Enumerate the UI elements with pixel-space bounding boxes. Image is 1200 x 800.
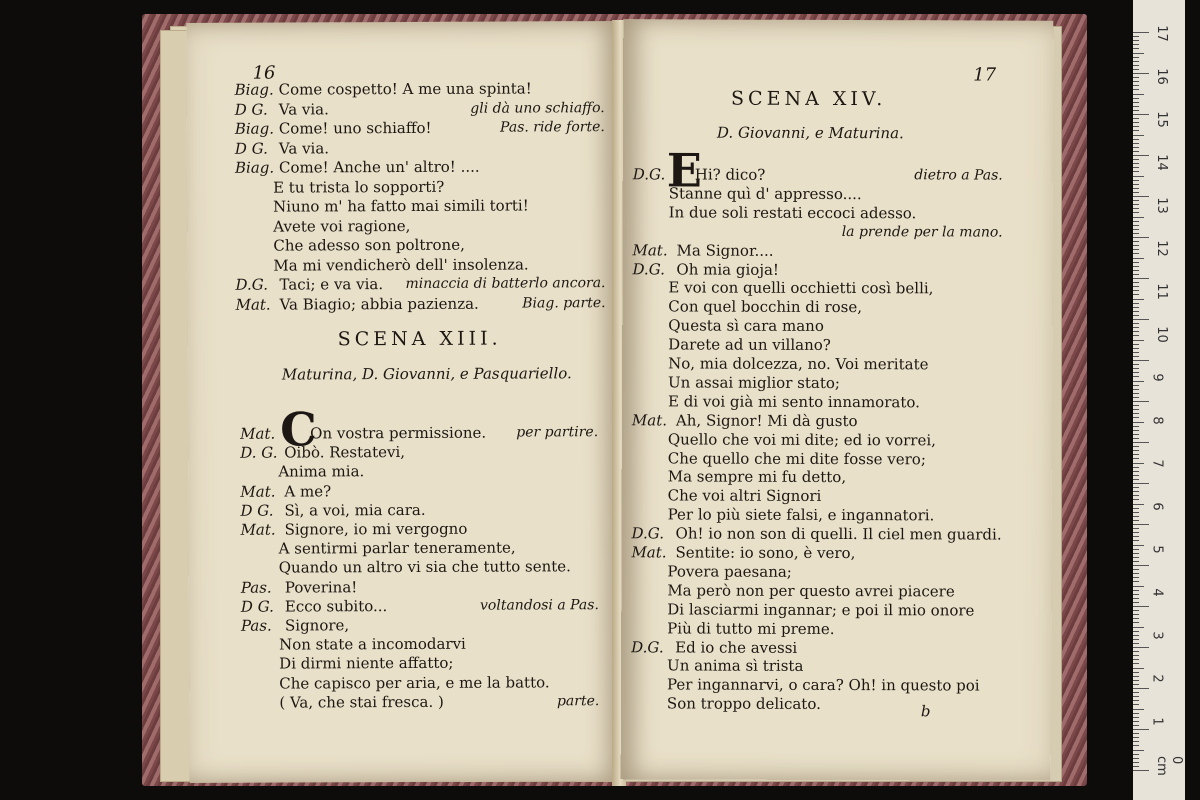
ruler-tick xyxy=(1133,85,1139,86)
ruler-tick xyxy=(1133,676,1139,677)
ruler-number: 2 xyxy=(1149,674,1165,683)
right-page xyxy=(621,19,1054,780)
ruler-tick xyxy=(1133,262,1139,263)
ruler-tick xyxy=(1133,77,1139,78)
stage-direction: gli dà uno schiaffo. xyxy=(470,99,605,117)
ruler-tick xyxy=(1133,573,1139,574)
ruler-tick xyxy=(1133,483,1149,484)
ruler-tick xyxy=(1133,118,1139,119)
verse-line: Poverina! xyxy=(284,577,358,597)
ruler-tick xyxy=(1133,713,1139,714)
ruler-tick xyxy=(1133,479,1139,480)
ruler-tick xyxy=(1133,717,1139,718)
verse-line: Va Biagio; abbia pazienza. xyxy=(279,294,479,314)
ruler-tick xyxy=(1133,36,1139,37)
ruler-tick xyxy=(1133,618,1139,619)
ruler-number: 12 xyxy=(1153,240,1169,257)
ruler-number: 4 xyxy=(1149,588,1165,597)
ruler-tick xyxy=(1133,139,1139,140)
stage-direction: minaccia di batterlo ancora. xyxy=(405,275,606,292)
ruler-tick xyxy=(1133,241,1139,242)
ruler-number: 8 xyxy=(1149,416,1165,425)
ruler-tick xyxy=(1133,528,1139,529)
speaker-label: Mat. xyxy=(631,543,667,562)
ruler-tick xyxy=(1133,143,1139,144)
ruler-tick xyxy=(1133,680,1139,681)
ruler-tick xyxy=(1133,180,1139,181)
ruler-tick xyxy=(1133,561,1139,562)
ruler-tick xyxy=(1133,167,1139,168)
scene-persons-xiii: Maturina, D. Giovanni, e Pasquariello. xyxy=(281,364,572,384)
left-page xyxy=(186,21,621,783)
ruler-tick xyxy=(1133,614,1139,615)
ruler-tick xyxy=(1133,405,1139,406)
ruler-tick xyxy=(1133,57,1139,58)
verse-line: Sentite: io sono, è vero, xyxy=(675,543,856,563)
ruler-tick xyxy=(1133,741,1139,742)
ruler-tick xyxy=(1133,590,1139,591)
ruler-tick xyxy=(1133,147,1139,148)
ruler-tick xyxy=(1133,565,1149,566)
ruler-number: 17 xyxy=(1153,25,1169,42)
ruler-tick xyxy=(1133,48,1139,49)
ruler-tick xyxy=(1133,311,1139,312)
ruler-tick xyxy=(1133,294,1139,295)
speaker-label: Biag. xyxy=(234,119,274,138)
ruler-tick xyxy=(1133,487,1139,488)
speaker-label: D.G. xyxy=(631,637,664,656)
dropcap-c: C xyxy=(280,402,317,457)
ruler-tick xyxy=(1133,73,1149,74)
ruler-tick xyxy=(1133,225,1139,226)
ruler-tick xyxy=(1133,274,1139,275)
ruler-tick xyxy=(1133,532,1139,533)
verse-line: E tu trista lo sopporti? xyxy=(273,177,445,197)
speaker-label: D.G. xyxy=(631,524,665,543)
verse-line: On vostra permissione. xyxy=(310,423,487,443)
ruler-tick xyxy=(1133,438,1139,439)
ruler-tick xyxy=(1133,631,1139,632)
ruler-tick xyxy=(1133,356,1139,357)
ruler-tick xyxy=(1133,458,1139,459)
speaker-label: Mat. xyxy=(240,520,276,539)
verse-line: Ma Signor.... xyxy=(676,241,774,260)
ruler-tick xyxy=(1133,586,1144,587)
speaker-label: D.G. xyxy=(632,165,666,184)
ruler-tick xyxy=(1133,381,1144,382)
ruler-tick xyxy=(1133,540,1139,541)
ruler-tick xyxy=(1133,323,1139,324)
ruler-tick xyxy=(1133,360,1149,361)
verse-line: Questa sì cara mano xyxy=(668,316,824,336)
ruler-tick xyxy=(1133,340,1144,341)
speaker-label: D G. xyxy=(234,100,268,119)
speaker-label: Pas. xyxy=(240,578,272,597)
ruler-tick xyxy=(1133,126,1139,127)
verse-line: Ma però non per questo avrei piacere xyxy=(667,581,955,601)
ruler-tick xyxy=(1133,53,1144,54)
ruler-tick xyxy=(1133,467,1139,468)
verse-line: Ma sempre mi fu detto, xyxy=(667,467,847,487)
ruler-number: 9 xyxy=(1149,373,1165,382)
ruler-tick xyxy=(1133,581,1139,582)
page-number-left: 16 xyxy=(252,62,276,84)
ruler-tick xyxy=(1133,635,1139,636)
ruler-tick xyxy=(1133,737,1139,738)
ruler-tick xyxy=(1133,610,1139,611)
ruler-tick xyxy=(1133,770,1149,771)
verse-line: Che voi altri Signori xyxy=(667,486,822,506)
ruler-tick xyxy=(1133,208,1139,209)
ruler-number: 15 xyxy=(1153,111,1169,128)
ruler-tick xyxy=(1133,204,1139,205)
verse-line: Quello che voi mi dite; ed io vorrei, xyxy=(667,430,936,449)
ruler-tick xyxy=(1133,729,1149,730)
speaker-label: D G. xyxy=(234,139,268,158)
ruler-tick xyxy=(1133,700,1139,701)
stage-direction: la prende per la mano. xyxy=(841,223,1003,241)
stage-direction: parte. xyxy=(556,692,600,710)
verse-line: Di dirmi niente affatto; xyxy=(279,654,454,673)
scene-persons-xiv: D. Giovanni, e Maturina. xyxy=(716,123,904,143)
ruler-tick xyxy=(1133,426,1139,427)
verse-line: Taci; e va via. xyxy=(279,275,384,294)
verse-line: Anima mia. xyxy=(278,462,365,481)
verse-line: Che adesso son poltrone, xyxy=(273,235,465,255)
ruler-tick xyxy=(1133,110,1139,111)
ruler-tick xyxy=(1133,171,1139,172)
ruler-tick xyxy=(1133,750,1144,751)
ruler-tick xyxy=(1133,229,1139,230)
ruler-tick xyxy=(1133,446,1139,447)
ruler-tick xyxy=(1133,315,1139,316)
verse-line: Va via. xyxy=(278,99,329,119)
verse-line: Hi? dico? xyxy=(694,165,766,184)
verse-line: Oibò. Restatevi, xyxy=(284,443,406,462)
ruler-tick xyxy=(1133,290,1139,291)
ruler-tick xyxy=(1133,704,1139,705)
ruler-tick xyxy=(1133,594,1139,595)
ruler-tick xyxy=(1133,758,1139,759)
ruler-tick xyxy=(1133,622,1139,623)
ruler-tick xyxy=(1133,114,1149,115)
ruler-tick xyxy=(1133,89,1139,90)
ruler-tick xyxy=(1133,417,1139,418)
ruler-tick xyxy=(1133,409,1139,410)
ruler-tick xyxy=(1133,491,1139,492)
ruler-tick xyxy=(1133,434,1139,435)
verse-line: Non state a incomodarvi xyxy=(279,634,466,654)
ruler-tick xyxy=(1133,65,1139,66)
speaker-label: Mat. xyxy=(240,424,276,443)
ruler-number: 11 xyxy=(1153,283,1169,300)
verse-line: A me? xyxy=(284,481,332,501)
ruler-tick xyxy=(1133,454,1139,455)
ruler-tick xyxy=(1133,504,1144,505)
ruler-tick xyxy=(1133,627,1144,628)
ruler-tick xyxy=(1133,549,1139,550)
verse-line: Come cospetto! A me una spinta! xyxy=(278,79,532,99)
ruler-tick xyxy=(1133,163,1139,164)
verse-line: Son troppo delicato. xyxy=(666,694,821,714)
dropcap-e: E xyxy=(666,143,702,198)
ruler-tick xyxy=(1133,233,1139,234)
ruler-tick xyxy=(1133,401,1149,402)
verse-line: Stanne quì d' appresso.... xyxy=(668,184,862,203)
ruler-number: 5 xyxy=(1149,545,1165,554)
ruler-tick xyxy=(1133,196,1149,197)
verse-line: Povera paesana; xyxy=(667,562,792,581)
measuring-ruler xyxy=(1133,0,1185,800)
signature-mark: b xyxy=(920,702,931,721)
ruler-tick xyxy=(1133,692,1139,693)
stage-direction: dietro a Pas. xyxy=(914,167,1003,184)
ruler-tick xyxy=(1133,237,1149,238)
ruler-tick xyxy=(1133,253,1139,254)
ruler-tick xyxy=(1133,344,1139,345)
ruler-number: 13 xyxy=(1153,197,1169,214)
ruler-tick xyxy=(1133,508,1139,509)
ruler-tick xyxy=(1133,536,1139,537)
scene-heading-xiii: SCENA XIII. xyxy=(337,327,502,351)
ruler-tick xyxy=(1133,102,1139,103)
ruler-tick xyxy=(1133,352,1139,353)
ruler-tick xyxy=(1133,651,1139,652)
ruler-tick xyxy=(1133,659,1139,660)
ruler-tick xyxy=(1133,155,1149,156)
verse-line: Come! uno schiaffo! xyxy=(278,118,432,138)
ruler-tick xyxy=(1133,696,1139,697)
ruler-tick xyxy=(1133,495,1139,496)
verse-line: Oh mia gioja! xyxy=(676,259,780,279)
ruler-tick xyxy=(1133,303,1139,304)
ruler-tick xyxy=(1133,475,1139,476)
ruler-tick xyxy=(1133,725,1139,726)
ruler-tick xyxy=(1133,32,1149,33)
speaker-label: D G. xyxy=(240,501,274,520)
speaker-label: D.G. xyxy=(632,259,665,278)
ruler-tick xyxy=(1133,385,1139,386)
verse-line: In due soli restati eccoci adesso. xyxy=(668,203,917,223)
ruler-tick xyxy=(1133,733,1139,734)
verse-line: Avete voi ragione, xyxy=(273,216,411,236)
ruler-tick xyxy=(1133,606,1149,607)
ruler-tick xyxy=(1133,766,1139,767)
ruler-tick xyxy=(1133,397,1139,398)
ruler-tick xyxy=(1133,602,1139,603)
verse-line: Come! Anche un' altro! .... xyxy=(278,157,480,177)
stage-direction: voltandosi a Pas. xyxy=(479,596,599,614)
verse-line: Ma mi vendicherò dell' insolenza. xyxy=(273,254,529,275)
ruler-number: 10 xyxy=(1153,326,1169,343)
ruler-tick xyxy=(1133,200,1139,201)
verse-line: E di voi già mi sento innamorato. xyxy=(667,392,920,412)
ruler-tick xyxy=(1133,577,1139,578)
ruler-tick xyxy=(1133,192,1139,193)
ruler-tick xyxy=(1133,135,1144,136)
ruler-tick xyxy=(1133,762,1139,763)
ruler-tick xyxy=(1133,422,1144,423)
ruler-tick xyxy=(1133,258,1144,259)
ruler-tick xyxy=(1133,278,1149,279)
ruler-tick xyxy=(1133,745,1139,746)
ruler-tick xyxy=(1133,106,1139,107)
ruler-tick xyxy=(1133,331,1139,332)
speaker-label: D G. xyxy=(240,597,274,616)
verse-line: Sì, a voi, mia cara. xyxy=(284,500,426,520)
ruler-tick xyxy=(1133,557,1139,558)
verse-line: E voi con quelli occhietti così belli, xyxy=(668,278,934,298)
verse-line: Ed io che avessi xyxy=(675,637,798,657)
speaker-label: D.G. xyxy=(235,275,269,294)
ruler-tick xyxy=(1133,569,1139,570)
verse-line: Per ingannarvi, o cara? Oh! in questo poi xyxy=(666,675,980,695)
speaker-label: Mat. xyxy=(631,410,668,430)
ruler-tick xyxy=(1133,663,1139,664)
verse-line: Con quel bocchin di rose, xyxy=(668,297,863,317)
ruler-tick xyxy=(1133,249,1139,250)
stage-direction: per partire. xyxy=(516,424,599,441)
ruler-tick xyxy=(1133,176,1144,177)
ruler-tick xyxy=(1133,524,1149,525)
verse-line: Per lo più siete falsi, e ingannatori. xyxy=(667,505,935,525)
verse-line: Quando un altro vi sia che tutto sente. xyxy=(278,557,571,577)
ruler-tick xyxy=(1133,709,1144,710)
ruler-tick xyxy=(1133,151,1139,152)
ruler-tick xyxy=(1133,393,1139,394)
verse-line: Signore, io mi vergogno xyxy=(284,519,468,539)
ruler-tick xyxy=(1133,639,1139,640)
verse-line: Un anima sì trista xyxy=(667,656,804,676)
ruler-tick xyxy=(1133,389,1139,390)
ruler-tick xyxy=(1133,643,1139,644)
ruler-tick xyxy=(1133,516,1139,517)
verse-line: Va via. xyxy=(278,138,330,158)
ruler-number: 3 xyxy=(1149,631,1165,640)
ruler-tick xyxy=(1133,40,1139,41)
verse-line: Un assai miglior stato; xyxy=(668,373,840,392)
ruler-tick xyxy=(1133,655,1139,656)
ruler-tick xyxy=(1133,376,1139,377)
verse-line: Darete ad un villano? xyxy=(668,335,831,355)
speaker-label: Mat. xyxy=(235,295,271,314)
ruler-tick xyxy=(1133,327,1139,328)
ruler-tick xyxy=(1133,512,1139,513)
ruler-tick xyxy=(1133,61,1139,62)
ruler-tick xyxy=(1133,450,1139,451)
verse-line: Di lasciarmi ingannar; e poi il mio onore xyxy=(667,600,975,620)
ruler-tick xyxy=(1133,270,1139,271)
ruler-tick xyxy=(1133,282,1139,283)
ruler-tick xyxy=(1133,286,1139,287)
ruler-tick xyxy=(1133,122,1139,123)
ruler-tick xyxy=(1133,335,1139,336)
ruler-tick xyxy=(1133,499,1139,500)
ruler-tick xyxy=(1133,545,1144,546)
ruler-tick xyxy=(1133,372,1139,373)
verse-line: Niuno m' ha fatto mai simili torti! xyxy=(273,196,529,216)
ruler-number: 16 xyxy=(1153,68,1169,85)
verse-line: Ah, Signor! Mi dà gusto xyxy=(675,411,858,430)
ruler-tick xyxy=(1133,221,1139,222)
verse-line: Che capisco per aria, e me la batto. xyxy=(279,672,550,693)
verse-line: Ecco subito... xyxy=(284,596,388,616)
ruler-tick xyxy=(1133,188,1139,189)
speaker-label: D. G. xyxy=(240,443,278,462)
speaker-label: Biag. xyxy=(234,158,275,177)
ruler-tick xyxy=(1133,299,1144,300)
ruler-tick xyxy=(1133,721,1139,722)
ruler-tick xyxy=(1133,307,1139,308)
stage-direction: Pas. ride forte. xyxy=(500,119,605,136)
ruler-tick xyxy=(1133,245,1139,246)
page-number-right: 17 xyxy=(973,64,997,86)
ruler-number: 1 xyxy=(1149,717,1165,726)
speaker-label: Pas. xyxy=(240,616,272,635)
ruler-tick xyxy=(1133,368,1139,369)
verse-line: Che quello che mi dite fosse vero; xyxy=(667,448,926,468)
ruler-tick xyxy=(1133,266,1139,267)
verse-line: Oh! io non son di quelli. Il ciel men guardi. xyxy=(675,524,1002,544)
ruler-tick xyxy=(1133,212,1139,213)
ruler-tick xyxy=(1133,184,1139,185)
verse-line: Signore, xyxy=(284,616,350,635)
ruler-tick xyxy=(1133,348,1139,349)
ruler-tick xyxy=(1133,684,1139,685)
ruler-tick xyxy=(1133,364,1139,365)
verse-line: No, mia dolcezza, no. Voi meritate xyxy=(668,354,929,374)
ruler-tick xyxy=(1133,442,1149,443)
ruler-tick xyxy=(1133,430,1139,431)
ruler-tick xyxy=(1133,471,1139,472)
verse-line: Più di tutto mi preme. xyxy=(667,619,835,638)
ruler-tick xyxy=(1133,217,1144,218)
ruler-tick xyxy=(1133,688,1149,689)
speaker-label: Biag. xyxy=(234,80,274,99)
ruler-number: 7 xyxy=(1149,459,1165,468)
ruler-tick xyxy=(1133,598,1139,599)
ruler-tick xyxy=(1133,553,1139,554)
speaker-label: Mat. xyxy=(240,482,276,501)
stage-direction: Biag. parte. xyxy=(522,294,606,311)
ruler-tick xyxy=(1133,44,1139,45)
ruler-tick xyxy=(1133,463,1144,464)
ruler-tick xyxy=(1133,319,1149,320)
ruler-tick xyxy=(1133,672,1139,673)
verse-line: A sentirmi parlar teneramente, xyxy=(278,538,516,558)
ruler-tick xyxy=(1133,98,1139,99)
speaker-label: Mat. xyxy=(632,240,668,260)
ruler-number: 14 xyxy=(1153,154,1169,171)
ruler-tick xyxy=(1133,159,1139,160)
verse-line: ( Va, che stai fresca. ) xyxy=(279,692,444,712)
ruler-tick xyxy=(1133,413,1139,414)
scene-heading-xiv: SCENA XIV. xyxy=(731,87,887,111)
ruler-tick xyxy=(1133,754,1139,755)
ruler-tick xyxy=(1133,69,1139,70)
ruler-number: 6 xyxy=(1149,502,1165,511)
ruler-tick xyxy=(1133,94,1144,95)
ruler-tick xyxy=(1133,130,1139,131)
ruler-number: 0 cm xyxy=(1154,756,1184,776)
ruler-tick xyxy=(1133,520,1139,521)
ruler-tick xyxy=(1133,647,1149,648)
ruler-tick xyxy=(1133,668,1144,669)
ruler-tick xyxy=(1133,81,1139,82)
